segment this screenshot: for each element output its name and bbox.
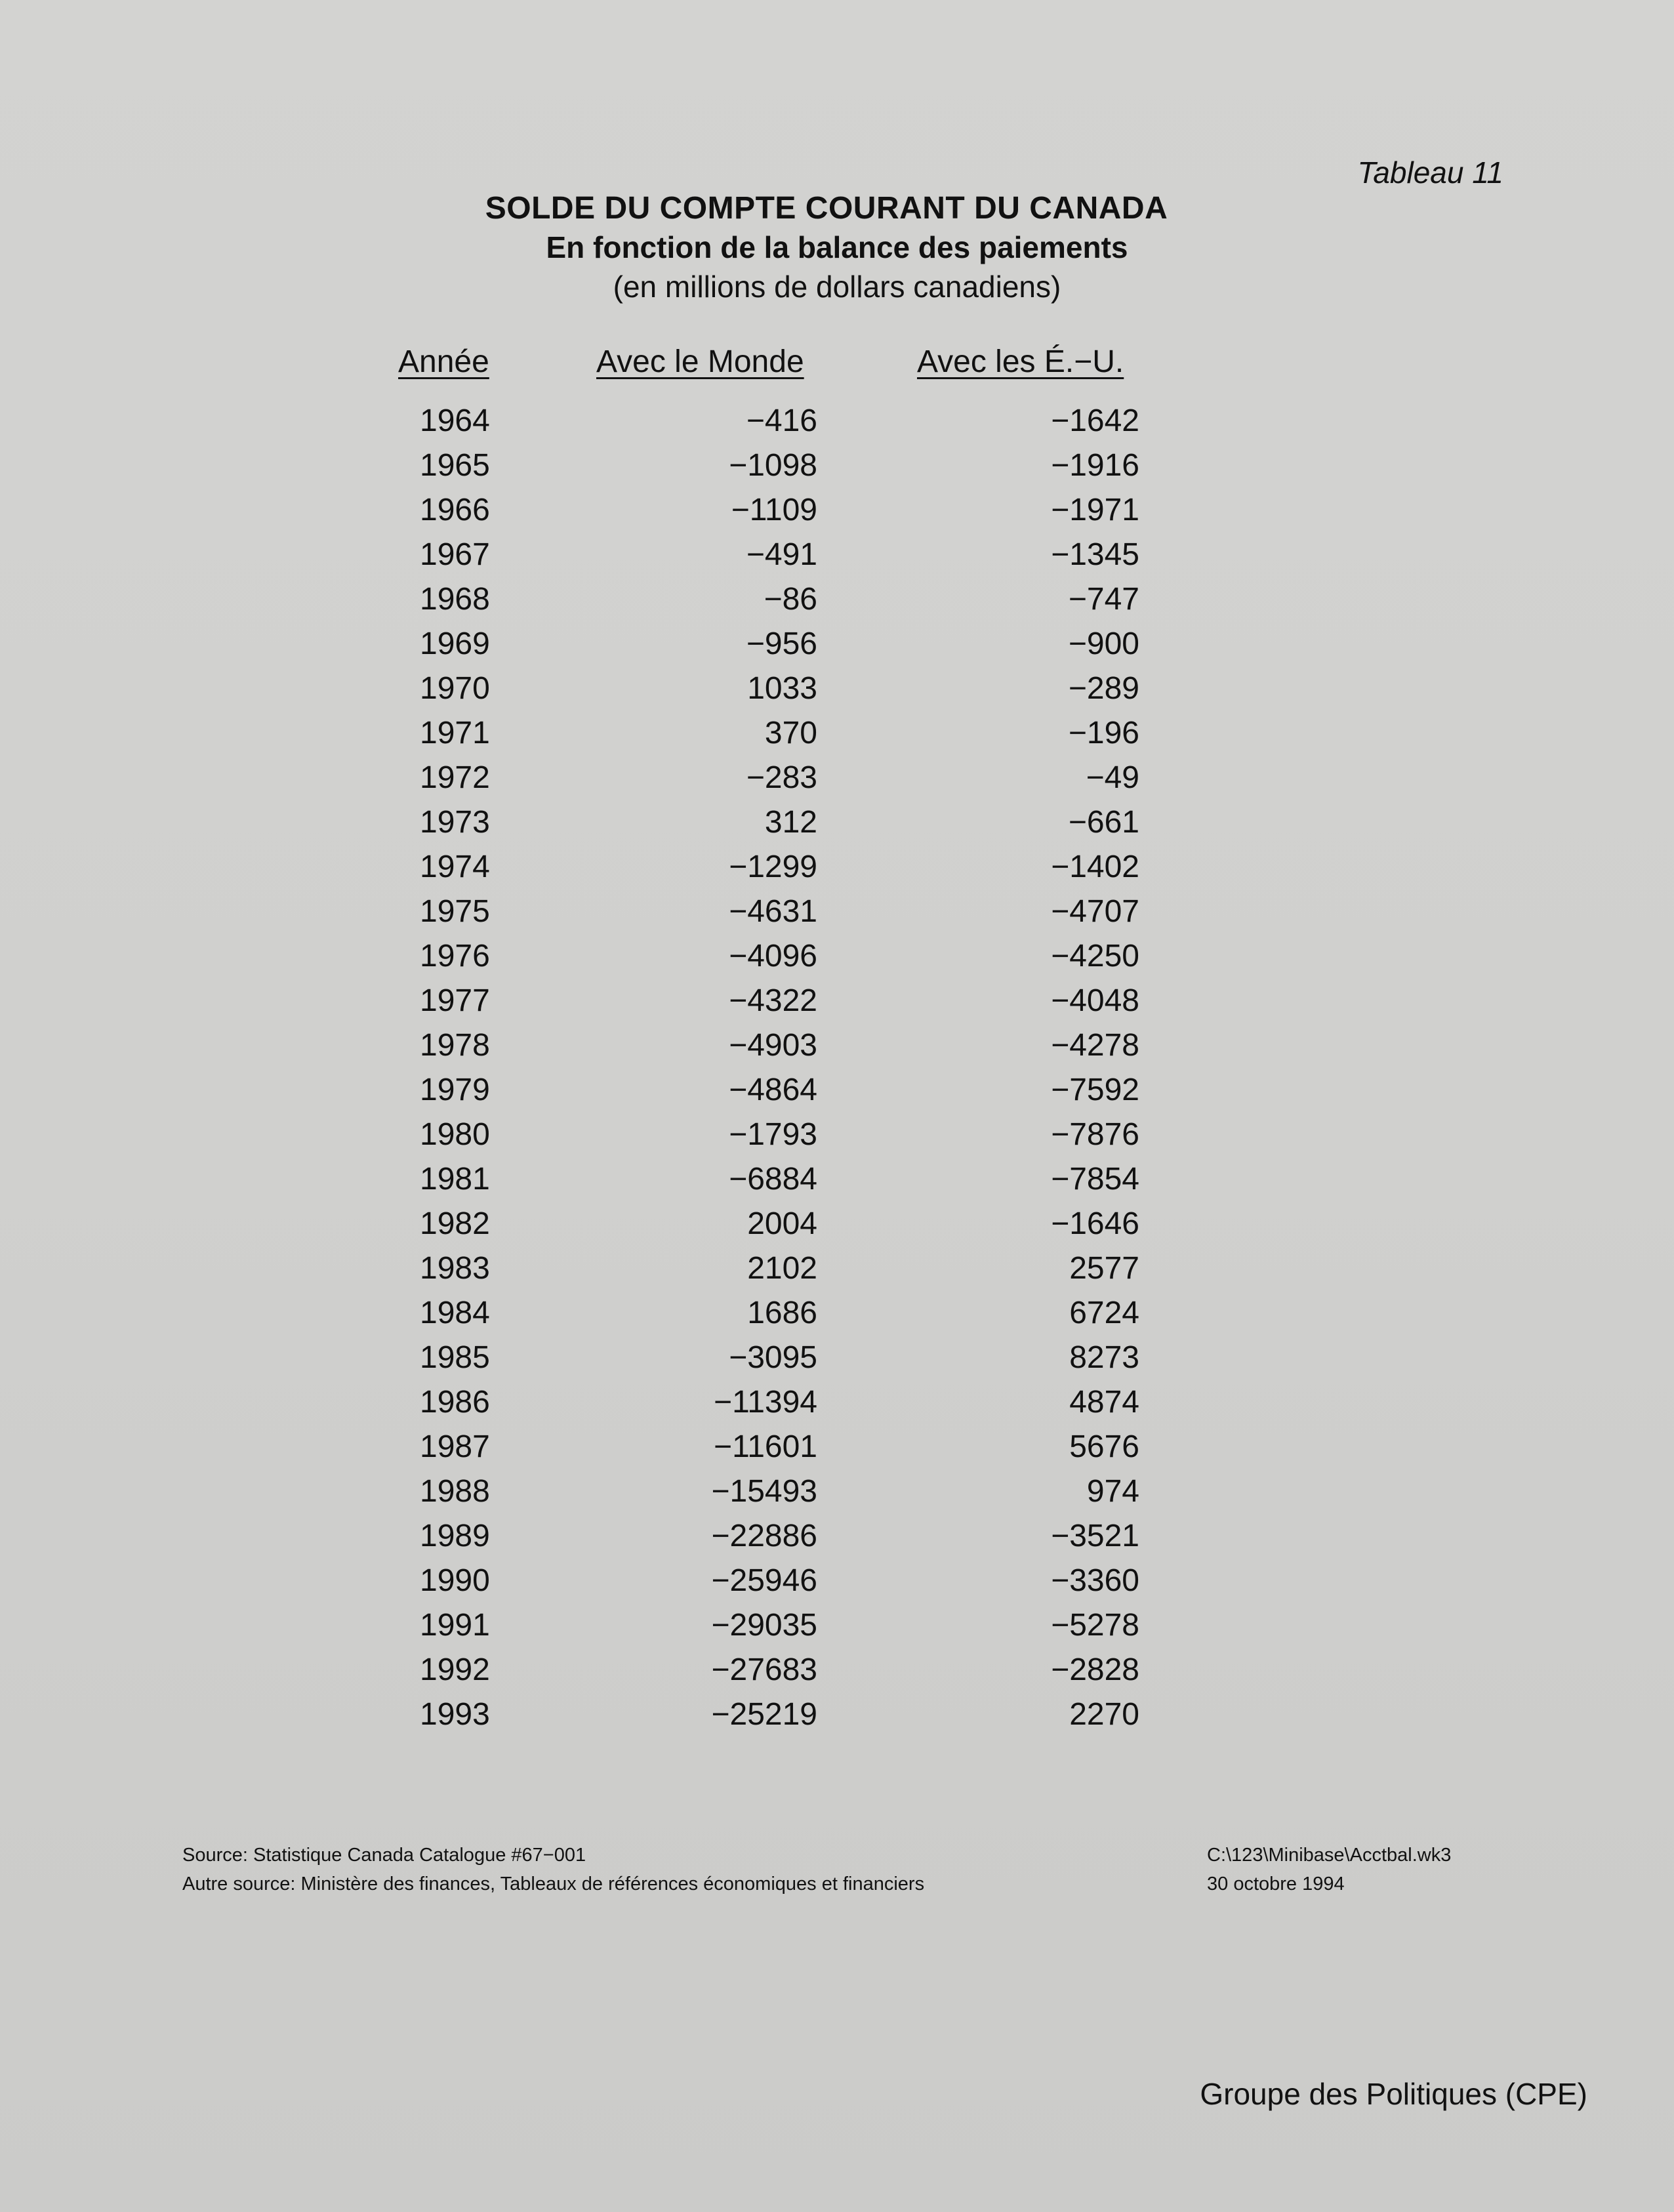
- cell-year: 1987: [420, 1429, 490, 1464]
- table-row: [0, 492, 1674, 537]
- table-row: [0, 849, 1674, 893]
- cell-us: −747: [1068, 582, 1139, 617]
- cell-world: −29035: [711, 1608, 817, 1643]
- cell-world: 1686: [747, 1296, 817, 1330]
- cell-world: −1793: [729, 1117, 817, 1152]
- cell-world: −15493: [711, 1474, 817, 1509]
- cell-us: 8273: [1069, 1340, 1139, 1375]
- table-row: [0, 1161, 1674, 1206]
- cell-year: 1979: [420, 1073, 490, 1107]
- cell-us: −196: [1068, 716, 1139, 750]
- other-source-line: Autre source: Ministère des finances, Tableaux de références économiques et financiers: [182, 1874, 925, 1895]
- table-row: [0, 893, 1674, 938]
- table-row: [0, 1072, 1674, 1116]
- cell-us: −49: [1086, 760, 1139, 795]
- table-row: [0, 1429, 1674, 1473]
- cell-world: −4903: [729, 1028, 817, 1063]
- cell-us: −5278: [1051, 1608, 1139, 1643]
- cell-us: 2577: [1069, 1251, 1139, 1286]
- cell-us: 2270: [1069, 1697, 1139, 1732]
- table-row: [0, 1116, 1674, 1161]
- cell-year: 1988: [420, 1474, 490, 1509]
- source-notes: [182, 1841, 924, 1898]
- cell-us: −3360: [1051, 1563, 1139, 1598]
- cell-year: 1991: [420, 1608, 490, 1643]
- column-header-us: Avec les É.−U.: [917, 344, 1124, 379]
- cell-us: −900: [1068, 626, 1139, 661]
- cell-world: −283: [746, 760, 817, 795]
- document-date: 30 octobre 1994: [1207, 1874, 1345, 1895]
- column-header-world: Avec le Monde: [596, 344, 804, 379]
- cell-world: 370: [764, 716, 817, 750]
- table-row: [0, 537, 1674, 581]
- table-row: [0, 670, 1674, 715]
- cell-year: 1981: [420, 1162, 490, 1197]
- table-row: [0, 1563, 1674, 1607]
- table-header: [0, 344, 1674, 383]
- cell-year: 1984: [420, 1296, 490, 1330]
- document-subtitle: En fonction de la balance des paiements: [546, 230, 1128, 264]
- cell-year: 1986: [420, 1385, 490, 1420]
- cell-world: −27683: [711, 1652, 817, 1687]
- table-row: [0, 1250, 1674, 1295]
- table-row: [0, 938, 1674, 983]
- cell-year: 1985: [420, 1340, 490, 1375]
- cell-us: −2828: [1051, 1652, 1139, 1687]
- cell-us: −1402: [1051, 850, 1139, 884]
- table-row: [0, 1340, 1674, 1384]
- cell-us: 6724: [1069, 1296, 1139, 1330]
- table-row: [0, 447, 1674, 492]
- cell-us: −1916: [1051, 448, 1139, 483]
- cell-year: 1993: [420, 1697, 490, 1732]
- cell-us: −7876: [1051, 1117, 1139, 1152]
- table-label: Tableau 11: [1357, 155, 1503, 190]
- cell-year: 1983: [420, 1251, 490, 1286]
- cell-world: −491: [746, 537, 817, 572]
- cell-year: 1980: [420, 1117, 490, 1152]
- cell-world: −1098: [729, 448, 817, 483]
- cell-world: −1299: [729, 850, 817, 884]
- cell-year: 1971: [420, 716, 490, 750]
- cell-us: 4874: [1069, 1385, 1139, 1420]
- table-body: [0, 403, 1674, 1741]
- cell-year: 1974: [420, 850, 490, 884]
- table-row: [0, 1295, 1674, 1340]
- source-line: Source: Statistique Canada Catalogue #67−001: [182, 1845, 586, 1866]
- table-row: [0, 1206, 1674, 1250]
- table-row: [0, 760, 1674, 804]
- cell-world: −416: [746, 403, 817, 438]
- cell-year: 1978: [420, 1028, 490, 1063]
- table-row: [0, 626, 1674, 670]
- table-row: [0, 1384, 1674, 1429]
- cell-world: 2102: [747, 1251, 817, 1286]
- column-header-year: Année: [398, 344, 489, 379]
- group-name: Groupe des Politiques (CPE): [1200, 2077, 1587, 2111]
- cell-world: −1109: [731, 493, 817, 527]
- cell-world: −25219: [711, 1697, 817, 1732]
- cell-year: 1992: [420, 1652, 490, 1687]
- cell-year: 1990: [420, 1563, 490, 1598]
- cell-us: −1642: [1051, 403, 1139, 438]
- cell-world: −6884: [729, 1162, 817, 1197]
- cell-us: −1646: [1051, 1206, 1139, 1241]
- cell-world: 1033: [747, 671, 817, 706]
- cell-world: −4322: [729, 983, 817, 1018]
- table-row: [0, 804, 1674, 849]
- cell-world: 312: [764, 805, 817, 840]
- cell-world: −11394: [714, 1385, 817, 1420]
- cell-us: −661: [1068, 805, 1139, 840]
- table-row: [0, 403, 1674, 447]
- cell-us: −7592: [1051, 1073, 1139, 1107]
- cell-world: −3095: [729, 1340, 817, 1375]
- table-row: [0, 1652, 1674, 1696]
- file-path: C:\123\Minibase\Acctbal.wk3: [1207, 1845, 1452, 1866]
- cell-us: −4250: [1051, 939, 1139, 973]
- cell-us: −4707: [1051, 894, 1139, 929]
- cell-year: 1976: [420, 939, 490, 973]
- cell-year: 1966: [420, 493, 490, 527]
- cell-year: 1965: [420, 448, 490, 483]
- cell-year: 1982: [420, 1206, 490, 1241]
- units-note: (en millions de dollars canadiens): [613, 270, 1061, 304]
- table-row: [0, 1607, 1674, 1652]
- cell-year: 1970: [420, 671, 490, 706]
- table-row: [0, 1518, 1674, 1563]
- table-row: [0, 1473, 1674, 1518]
- cell-us: 974: [1086, 1474, 1139, 1509]
- cell-year: 1964: [420, 403, 490, 438]
- cell-us: 5676: [1069, 1429, 1139, 1464]
- cell-year: 1967: [420, 537, 490, 572]
- cell-world: −4096: [729, 939, 817, 973]
- cell-year: 1975: [420, 894, 490, 929]
- cell-us: −1971: [1051, 493, 1139, 527]
- cell-world: −25946: [711, 1563, 817, 1598]
- cell-world: −22886: [711, 1519, 817, 1553]
- cell-us: −4048: [1051, 983, 1139, 1018]
- table-row: [0, 1027, 1674, 1072]
- cell-year: 1972: [420, 760, 490, 795]
- cell-us: −289: [1068, 671, 1139, 706]
- table-row: [0, 715, 1674, 760]
- cell-year: 1977: [420, 983, 490, 1018]
- table-row: [0, 983, 1674, 1027]
- cell-us: −1345: [1051, 537, 1139, 572]
- cell-world: 2004: [747, 1206, 817, 1241]
- cell-year: 1968: [420, 582, 490, 617]
- cell-world: −11601: [714, 1429, 817, 1464]
- cell-world: −86: [764, 582, 817, 617]
- cell-world: −4864: [729, 1073, 817, 1107]
- table-row: [0, 581, 1674, 626]
- document-title: SOLDE DU COMPTE COURANT DU CANADA: [485, 191, 1168, 226]
- cell-us: −7854: [1051, 1162, 1139, 1197]
- table-row: [0, 1696, 1674, 1741]
- file-info: [1207, 1841, 1451, 1898]
- cell-us: −3521: [1051, 1519, 1139, 1553]
- cell-year: 1973: [420, 805, 490, 840]
- cell-world: −4631: [729, 894, 817, 929]
- cell-us: −4278: [1051, 1028, 1139, 1063]
- cell-year: 1969: [420, 626, 490, 661]
- cell-year: 1989: [420, 1519, 490, 1553]
- cell-world: −956: [746, 626, 817, 661]
